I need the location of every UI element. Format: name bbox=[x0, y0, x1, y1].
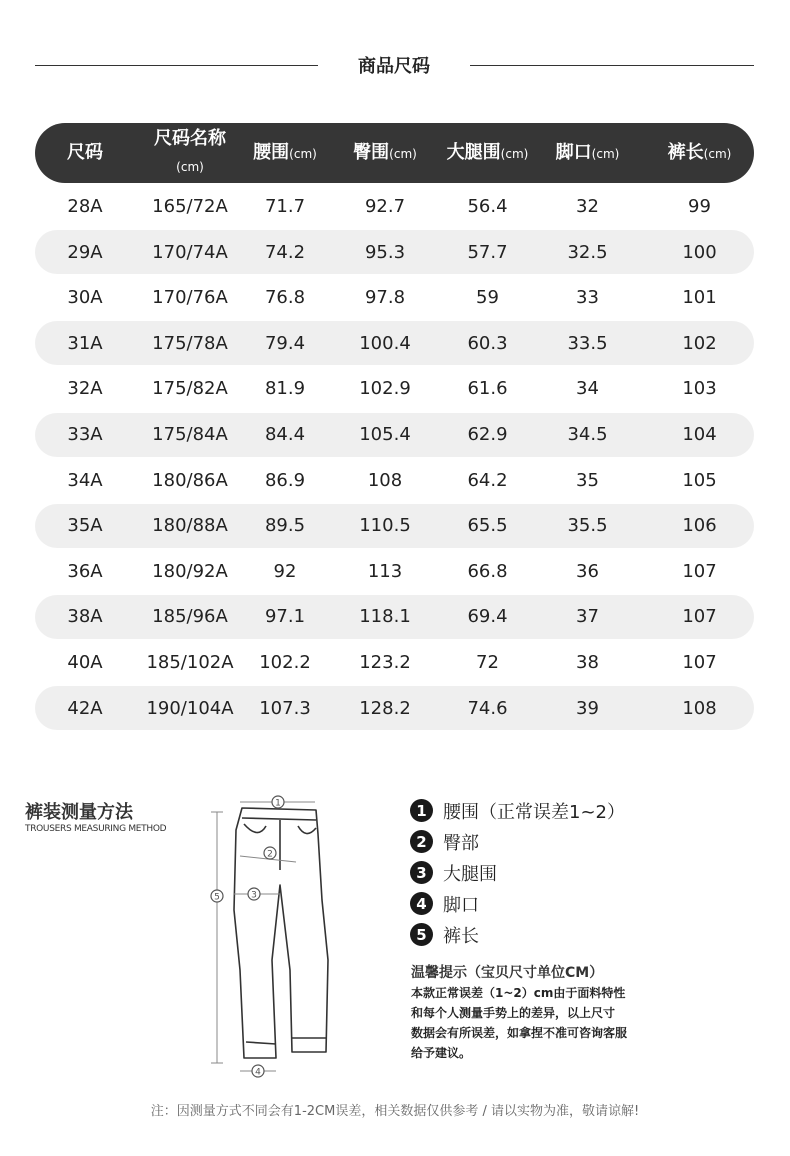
table-row bbox=[35, 458, 754, 502]
tip-line: 本款正常误差（1~2）cm由于面料特性 bbox=[411, 986, 626, 1000]
cell-hip: 100.4 bbox=[359, 332, 411, 354]
cell-size-name: 185/102A bbox=[146, 652, 234, 674]
table-row bbox=[35, 230, 754, 274]
cell-size: 31A bbox=[67, 332, 103, 354]
marker-length bbox=[211, 890, 223, 903]
header-waist: 腰围(cm) bbox=[253, 141, 317, 163]
cell-waist: 74.2 bbox=[264, 241, 306, 263]
cell-thigh: 57.7 bbox=[467, 241, 508, 263]
cell-waist: 84.4 bbox=[264, 424, 306, 446]
table-row bbox=[35, 185, 754, 229]
cell-hip: 92.7 bbox=[364, 196, 406, 218]
cell-size-name: 165/72A bbox=[152, 196, 228, 218]
table-row bbox=[35, 549, 754, 593]
cell-size-name: 185/96A bbox=[152, 606, 228, 628]
cell-size-name: 180/86A bbox=[152, 469, 228, 491]
cell-size: 28A bbox=[67, 196, 103, 218]
tip-body bbox=[411, 983, 661, 1063]
cell-size: 29A bbox=[67, 241, 103, 263]
legend-number: 5 bbox=[410, 923, 433, 946]
header-leg-opening: 脚口(cm) bbox=[555, 141, 620, 163]
cell-waist: 107.3 bbox=[259, 697, 311, 719]
cell-size-name: 175/84A bbox=[152, 424, 228, 446]
cell-hip: 95.3 bbox=[364, 241, 406, 263]
legend-item-length bbox=[410, 919, 625, 950]
table-row bbox=[35, 504, 754, 548]
cell-leg-opening: 35.5 bbox=[567, 515, 608, 537]
cell-size: 33A bbox=[67, 424, 103, 446]
cell-thigh: 65.5 bbox=[467, 515, 508, 537]
cell-length: 99 bbox=[688, 196, 711, 218]
tip-line: 给予建议。 bbox=[411, 1046, 472, 1060]
svg-text:5: 5 bbox=[214, 892, 220, 903]
cell-waist: 92 bbox=[273, 560, 297, 582]
cell-length: 103 bbox=[682, 378, 717, 400]
cell-hip: 102.9 bbox=[359, 378, 411, 400]
cell-size-name: 175/78A bbox=[152, 332, 228, 354]
header-length: 裤长(cm) bbox=[667, 141, 732, 163]
table-row bbox=[35, 686, 754, 730]
cell-size-name: 180/88A bbox=[152, 515, 228, 537]
svg-text:3: 3 bbox=[251, 890, 257, 901]
cell-leg-opening: 34.5 bbox=[567, 424, 608, 446]
legend-label: 大腿围 bbox=[443, 863, 497, 885]
cell-leg-opening: 35 bbox=[576, 469, 599, 491]
cell-size: 35A bbox=[67, 515, 103, 537]
cell-hip: 105.4 bbox=[359, 424, 411, 446]
page-title: 商品尺码 bbox=[358, 56, 430, 77]
size-table-body bbox=[35, 185, 754, 731]
marker-waist bbox=[272, 796, 284, 809]
cell-thigh: 56.4 bbox=[467, 196, 508, 218]
legend-item-thigh bbox=[410, 857, 625, 888]
table-row bbox=[35, 321, 754, 365]
cell-thigh: 60.3 bbox=[467, 332, 508, 354]
cell-size-name: 175/82A bbox=[152, 378, 228, 400]
legend-number: 3 bbox=[410, 861, 433, 884]
cell-thigh: 69.4 bbox=[467, 606, 508, 628]
table-row bbox=[35, 367, 754, 411]
cell-leg-opening: 32 bbox=[576, 196, 599, 218]
cell-hip: 110.5 bbox=[359, 515, 411, 537]
cell-size: 36A bbox=[67, 560, 103, 582]
svg-text:2: 2 bbox=[267, 849, 273, 860]
cell-thigh: 64.2 bbox=[467, 469, 508, 491]
cell-waist: 97.1 bbox=[264, 606, 306, 628]
cell-size: 32A bbox=[67, 378, 103, 400]
cell-hip: 118.1 bbox=[359, 606, 411, 628]
header-hip: 臀围(cm) bbox=[353, 141, 417, 163]
cell-leg-opening: 39 bbox=[576, 697, 599, 719]
header-thigh: 大腿围(cm) bbox=[446, 141, 529, 163]
cell-thigh: 74.6 bbox=[467, 697, 508, 719]
cell-length: 102 bbox=[682, 332, 717, 354]
title-divider-left bbox=[35, 65, 318, 66]
trousers-outline bbox=[234, 808, 328, 1058]
cell-waist: 81.9 bbox=[264, 378, 306, 400]
measure-legend bbox=[410, 795, 625, 950]
header-size: 尺码 bbox=[67, 142, 103, 163]
cell-length: 108 bbox=[682, 697, 717, 719]
marker-hip bbox=[264, 847, 276, 860]
cell-thigh: 72 bbox=[476, 652, 499, 674]
trousers-diagram bbox=[200, 790, 340, 1080]
cell-thigh: 59 bbox=[476, 287, 499, 309]
cell-leg-opening: 33.5 bbox=[567, 332, 608, 354]
tip-title: 温馨提示（宝贝尺寸单位CM） bbox=[411, 965, 604, 981]
legend-item-hip bbox=[410, 826, 625, 857]
legend-item-waist bbox=[410, 795, 625, 826]
cell-hip: 128.2 bbox=[359, 697, 411, 719]
cell-length: 100 bbox=[682, 241, 717, 263]
tip-line: 数据会有所误差，如拿捏不准可咨询客服 bbox=[411, 1026, 628, 1040]
tip-line: 和每个人测量手势上的差异，以上尺寸 bbox=[411, 1006, 616, 1020]
cell-leg-opening: 36 bbox=[576, 560, 599, 582]
cell-size-name: 190/104A bbox=[146, 697, 234, 719]
size-table bbox=[35, 123, 754, 730]
table-row bbox=[35, 641, 754, 685]
cell-thigh: 61.6 bbox=[467, 378, 508, 400]
legend-label: 脚口 bbox=[443, 894, 479, 916]
cell-leg-opening: 34 bbox=[576, 378, 599, 400]
cell-size: 40A bbox=[67, 652, 103, 674]
cell-size-name: 170/76A bbox=[152, 287, 228, 309]
cell-hip: 108 bbox=[367, 469, 403, 491]
table-row bbox=[35, 413, 754, 457]
footnote: 注：因测量方式不同会有1-2CM误差，相关数据仅供参考 / 请以实物为准，敬请谅解! bbox=[150, 1104, 640, 1119]
cell-hip: 123.2 bbox=[359, 652, 411, 674]
cell-size: 34A bbox=[67, 469, 103, 491]
cell-waist: 71.7 bbox=[264, 196, 306, 218]
measure-subtitle: TROUSERS MEASURING METHOD bbox=[25, 824, 167, 834]
cell-length: 107 bbox=[682, 606, 717, 628]
measure-title: 裤装测量方法 bbox=[25, 802, 133, 823]
cell-length: 101 bbox=[682, 287, 717, 309]
cell-hip: 113 bbox=[367, 560, 403, 582]
cell-length: 107 bbox=[682, 560, 717, 582]
legend-number: 2 bbox=[410, 830, 433, 853]
section-title-row bbox=[0, 50, 790, 82]
cell-size-name: 180/92A bbox=[152, 560, 228, 582]
cell-size: 38A bbox=[67, 606, 103, 628]
cell-thigh: 66.8 bbox=[467, 560, 508, 582]
cell-waist: 79.4 bbox=[264, 332, 306, 354]
legend-number: 1 bbox=[410, 799, 433, 822]
cell-leg-opening: 37 bbox=[576, 606, 599, 628]
legend-number: 4 bbox=[410, 892, 433, 915]
table-row bbox=[35, 595, 754, 639]
cell-length: 107 bbox=[682, 652, 717, 674]
svg-text:4: 4 bbox=[255, 1067, 261, 1078]
cell-size: 42A bbox=[67, 697, 103, 719]
cell-waist: 89.5 bbox=[264, 515, 306, 537]
marker-thigh bbox=[248, 888, 260, 901]
cell-waist: 86.9 bbox=[264, 469, 306, 491]
cell-hip: 97.8 bbox=[364, 287, 406, 309]
table-row bbox=[35, 276, 754, 320]
size-table-header bbox=[35, 123, 754, 183]
cell-length: 105 bbox=[682, 469, 717, 491]
cell-size: 30A bbox=[67, 287, 103, 309]
legend-label: 臀部 bbox=[443, 832, 479, 854]
cell-length: 104 bbox=[682, 424, 717, 446]
cell-thigh: 62.9 bbox=[467, 424, 508, 446]
legend-label: 裤长 bbox=[443, 925, 479, 947]
header-size-name: 尺码名称 (cm) bbox=[154, 128, 226, 174]
cell-waist: 102.2 bbox=[259, 652, 311, 674]
cell-length: 106 bbox=[682, 515, 717, 537]
legend-item-leg-opening bbox=[410, 888, 625, 919]
cell-size-name: 170/74A bbox=[152, 241, 228, 263]
title-divider-right bbox=[470, 65, 754, 66]
legend-label: 腰围（正常误差1~2） bbox=[443, 801, 625, 823]
svg-text:1: 1 bbox=[275, 798, 281, 809]
cell-waist: 76.8 bbox=[264, 287, 306, 309]
cell-leg-opening: 33 bbox=[576, 287, 599, 309]
cell-leg-opening: 32.5 bbox=[567, 241, 608, 263]
marker-hem bbox=[252, 1065, 264, 1078]
cell-leg-opening: 38 bbox=[576, 652, 599, 674]
